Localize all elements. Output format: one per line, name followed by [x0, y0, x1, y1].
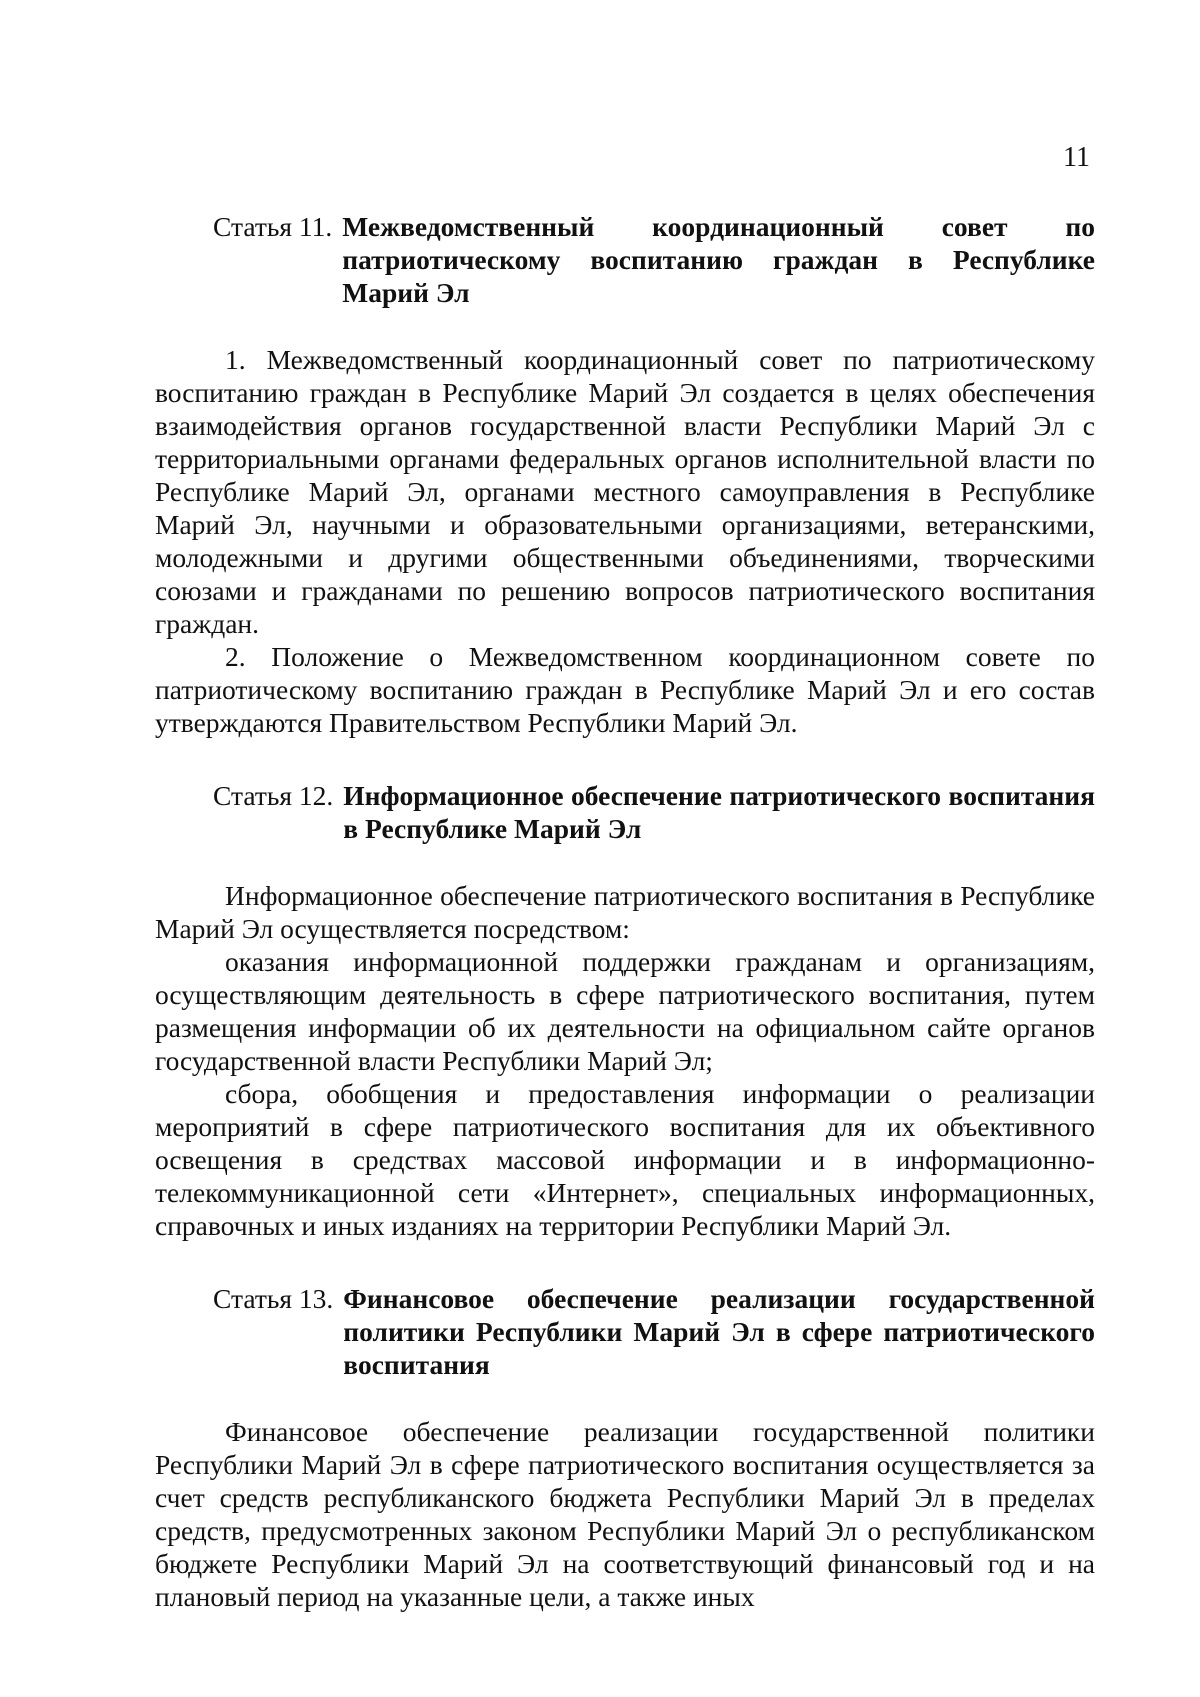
paragraph: оказания информационной поддержки гражданам и организациям, осуществляющим деятельность в сфере патриотического воспитания, путем размещения информации об их деятельности на официальном сайте органов государственной власти Республики Марий Эл;: [155, 946, 1095, 1076]
article-label: Статья 12.: [213, 780, 334, 811]
spacer: [155, 739, 1095, 779]
paragraph: 2. Положение о Межведомственном координационном совете по патриотическому воспитанию граждан в Республике Марий Эл и его состав утверждаются Правительством Республики Марий Эл.: [155, 641, 1095, 738]
article-heading: [155, 779, 1095, 845]
article-13: [155, 1282, 1095, 1613]
paragraph: Информационное обеспечение патриотического воспитания в Республике Марий Эл осуществляется посредством:: [155, 880, 1095, 944]
spacer: [155, 1242, 1095, 1282]
paragraph: Финансовое обеспечение реализации государственной политики Республики Марий Эл в сфере патриотического воспитания осуществляется за счет средств республиканского бюджета Республики Марий Эл в пределах средств, предусмотренных законом Республики Марий Эл о республиканском бюджете Республики Марий Эл на соответствующий финансовый год и на плановый период на указанные цели, а также иных: [155, 1416, 1095, 1612]
article-title: Финансовое обеспечение реализации государственной политики Республики Марий Эл в сфере патриотического воспитания: [343, 1283, 1095, 1380]
page-number: 11: [1063, 142, 1090, 173]
paragraph: 1. Межведомственный координационный совет по патриотическому воспитанию граждан в Республике Марий Эл создается в целях обеспечения взаимодействия органов государственной власти Республики Марий Эл с территориальными органами федеральных органов исполнительной власти по Республике Марий Эл, органами местного самоуправления в Республике Марий Эл, научными и образовательными организациями, ветеранскими, молодежными и другими общественными объединениями, творческими союзами и гражданами по решению вопросов патриотического воспитания граждан.: [155, 344, 1095, 639]
article-label: Статья 13.: [213, 1283, 334, 1314]
article-title: Межведомственный координационный совет по патриотическому воспитанию граждан в Республике Марий Эл: [342, 211, 1095, 308]
article-12: [155, 779, 1095, 1242]
article-heading: [155, 210, 1095, 309]
paragraph: сбора, обобщения и предоставления информации о реализации мероприятий в сфере патриотического воспитания для их объективного освещения в средствах массовой информации и в информационно-телекоммуникационной сети «Интернет», специальных информационных, справочных и иных изданиях на территории Республики Марий Эл.: [155, 1078, 1095, 1241]
article-title: Информационное обеспечение патриотического воспитания в Республике Марий Эл: [343, 780, 1095, 844]
article-label: Статья 11.: [213, 211, 333, 242]
document-body: [155, 210, 1095, 1613]
article-heading: [155, 1282, 1095, 1381]
article-11: [155, 210, 1095, 739]
